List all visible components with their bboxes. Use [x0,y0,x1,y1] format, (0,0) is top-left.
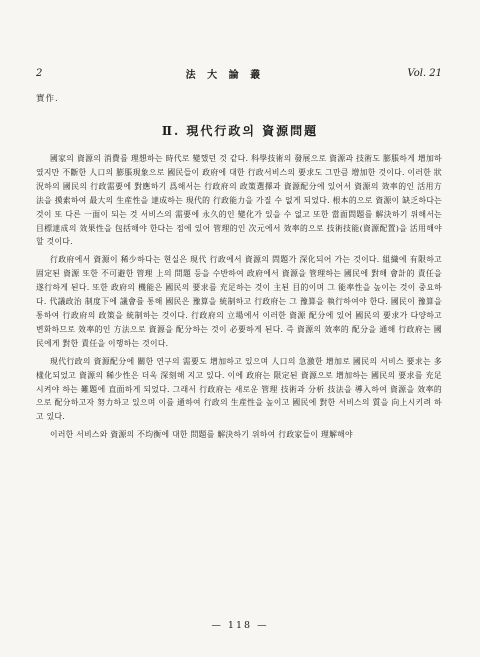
body-text [36,152,442,446]
paragraph: 現代行政의 資源配分에 關한 연구의 需要도 增加하고 있으며 人口의 急激한 增加로 國民의 서비스 要求는 多樣化되었고 資源의 稀少性은 더욱 深刻해 지고 있다. 이에 政府는 限定된 資源으로 增加하는 國民의 要求를 充足시켜야 하는 難題에 直面하게 되었다. 그래서 行政府는 새로운 管理 技術과 分析 技法을 導入하여 資源을 效率的으로 配分하고자 努力하고 있으며 이를 通하여 行政의 生産性을 높이고 國民에 對한 서비스의 質을 向上시키려 하고 있다. [36,356,442,422]
paragraph: 이러한 서비스와 資源의 不均衡에 대한 問題를 解決하기 위하여 行政家들이 理解해야 [50,430,353,440]
continuation-text: 實作. [36,94,59,104]
paragraph: 行政府에서 資源이 稀少하다는 현실은 現代 行政에서 資源의 問題가 深化되어 가는 것이다. 組織에 有限하고 固定된 資源 또한 不可避한 管理 上의 問題 등을 수반하여 政府에서 資源을 管理하는 國民에 對해 會計的 責任을 遂行하게 된다. 또한 政府의 機能은 國民의 要求를 充足하는 것이 主된 目的이며 그 能率性을 높이는 것이 중요하다. 代議政治 制度下에 議會를 통해 國民은 豫算을 統制하고 行政府는 그 豫算을 執行하여야 한다. 國民이 豫算을 통하여 行政府의 政策을 統制하는 것이다. 行政府의 立場에서 이러한 資源 配分에 있어 國民의 要求가 다양하고 변화하므로 效率的인 方法으로 資源을 配分하는 것이 必要하게 된다. 즉 資源의 效率的 配分을 通해 行政府는 國民에게 對한 責任을 이행하는 것이다. [36,255,442,348]
page-footer: — 118 — [211,620,269,631]
journal-title: 法 大 論 叢 [185,69,265,81]
section-title: Ⅱ. 現代行政의 資源問題 [161,124,319,138]
running-header [36,66,442,80]
page-number: 2 [36,67,43,79]
paragraph: 國家의 資源의 消費를 理想하는 時代로 變했던 것 같다. 科學技術의 發展으로 資源과 技術도 膨脹하게 增加하였지만 不斷한 人口의 膨脹現象으로 國民들이 政府에 대한 行政서비스의 要求도 그만큼 增加한 것이다. 이러한 狀況하의 國民의 行政需要에 對應하기 爲해서는 行政府의 政策選擇과 資源配分에 있어서 資源의 效率的인 活用方法을 摸索하여 最大의 生産性을 達成하는 現代的 行政能力을 가질 수 없게 되었다. 根本的으로 資源이 缺乏하다는 것이 또 다른 一面이 되는 것 서비스의 需要에 永久的인 變化가 있을 수 없고 또한 當面問題를 解決하기 위해서는 目標達成의 效果性을 包括해야 한다는 점에 있어 管理的인 次元에서 效率的으로 技術技能(資源配置)을 活用해야 할 것이다. [36,154,442,247]
volume-label: Vol. 21 [407,67,442,79]
